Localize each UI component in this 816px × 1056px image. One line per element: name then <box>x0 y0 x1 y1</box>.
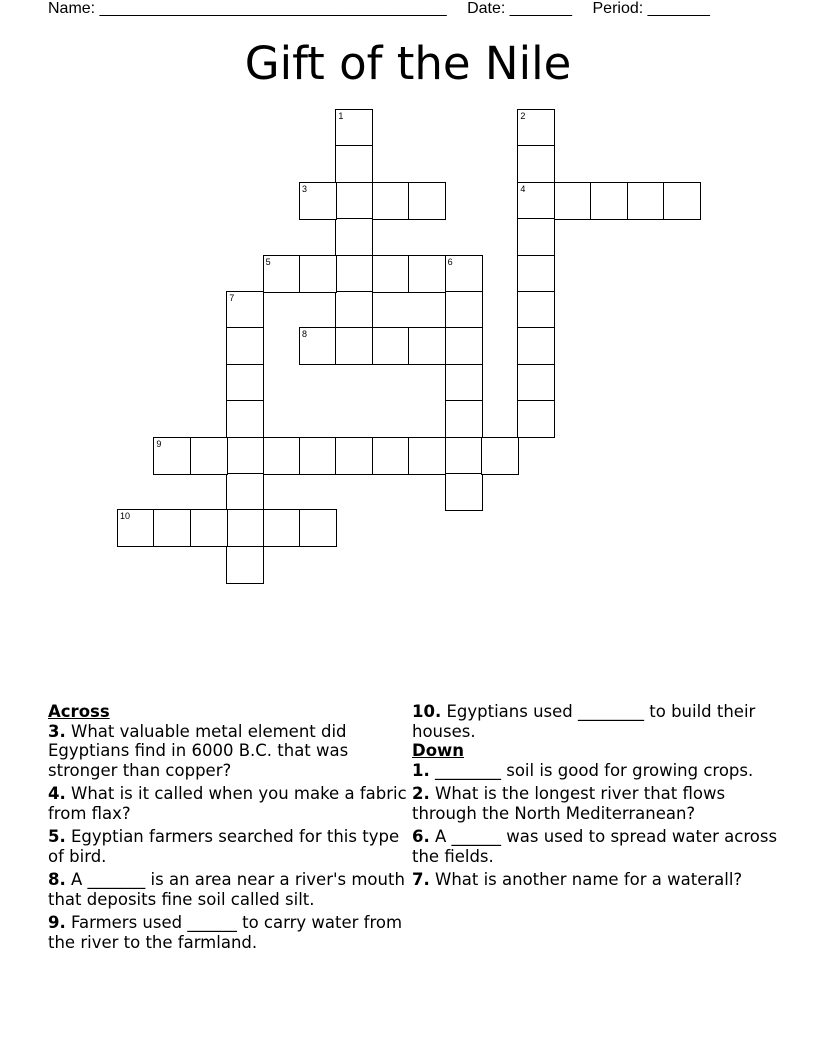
grid-cell[interactable] <box>518 183 554 219</box>
clue-number: 1 <box>338 111 344 121</box>
grid-cell[interactable] <box>409 438 445 474</box>
clue-across-3: 3. What valuable metal element did Egyptians find in 6000 B.C. that was stronger than copper? <box>48 721 349 780</box>
puzzle-title: Gift of the Nile <box>244 37 572 90</box>
grid-cell[interactable] <box>446 256 482 292</box>
clue-number: 10 <box>120 511 131 522</box>
clue-number: 4 <box>520 183 526 194</box>
grid-cell[interactable] <box>518 401 554 437</box>
clue-number: 5 <box>265 256 271 267</box>
grid-cell[interactable] <box>227 401 263 437</box>
grid-cell[interactable] <box>336 146 372 182</box>
grid-cell[interactable] <box>373 183 409 219</box>
grid-cell[interactable] <box>300 328 336 364</box>
grid-cell[interactable] <box>300 438 336 474</box>
grid-cell[interactable] <box>336 219 372 255</box>
grid-cell[interactable] <box>336 256 372 292</box>
grid-cell[interactable] <box>191 510 227 546</box>
name-field-label: Name: _______________________________________ <box>48 0 447 17</box>
grid-cell[interactable] <box>336 292 372 328</box>
grid-cell[interactable] <box>227 474 263 510</box>
grid-cell[interactable] <box>518 146 554 182</box>
grid-cell[interactable] <box>518 110 554 146</box>
clue-across-4: 4. What is it called when you make a fabric from flax? <box>48 784 407 823</box>
grid-cell[interactable] <box>518 328 554 364</box>
clue-number: 3 <box>302 183 308 194</box>
grid-cell[interactable] <box>373 438 409 474</box>
grid-cell[interactable] <box>227 438 263 474</box>
grid-cell[interactable] <box>336 183 372 219</box>
grid-cell[interactable] <box>446 474 482 510</box>
grid-cell[interactable] <box>227 292 263 328</box>
grid-cell[interactable] <box>336 110 372 146</box>
clue-number: 8 <box>302 329 308 340</box>
grid-cell[interactable] <box>300 256 336 292</box>
clues-left-column <box>48 702 408 956</box>
grid-cell[interactable] <box>446 401 482 437</box>
grid-cell[interactable] <box>227 365 263 401</box>
clue-down-2: 2. What is the longest river that flows through the North Mediterranean? <box>412 784 726 823</box>
grid-cell[interactable] <box>336 328 372 364</box>
clue-across-8: 8. A _______ is an area near a river's mouth that deposits fine soil called silt. <box>48 870 405 909</box>
across-heading: Across <box>48 702 110 721</box>
clue-number: 9 <box>156 438 162 449</box>
grid-cell[interactable] <box>264 256 300 292</box>
grid-cell[interactable] <box>409 183 445 219</box>
grid-cell[interactable] <box>518 365 554 401</box>
grid-cell[interactable] <box>373 328 409 364</box>
grid-cell[interactable] <box>518 256 554 292</box>
clue-down-6: 6. A ______ was used to spread water across the fields. <box>412 827 778 866</box>
grid-cell[interactable] <box>664 183 700 219</box>
grid-cell[interactable] <box>518 292 554 328</box>
clue-number: 2 <box>520 111 526 121</box>
clue-number: 6 <box>447 256 453 267</box>
grid-cell[interactable] <box>628 183 664 219</box>
grid-cell[interactable] <box>154 510 190 546</box>
grid-cell[interactable] <box>446 365 482 401</box>
grid-cell[interactable] <box>336 438 372 474</box>
grid-cell[interactable] <box>227 510 263 546</box>
date-field-label: Date: _______ <box>467 0 573 17</box>
grid-cell[interactable] <box>518 219 554 255</box>
grid-cell[interactable] <box>409 256 445 292</box>
down-heading: Down <box>412 741 465 760</box>
clue-across-9: 9. Farmers used ______ to carry water from the river to the farmland. <box>48 913 403 952</box>
grid-cell[interactable] <box>446 292 482 328</box>
grid-cell[interactable] <box>227 547 263 583</box>
clues-right-column <box>412 702 782 894</box>
clue-across-10: 10. Egyptians used ________ to build their houses. <box>412 702 756 741</box>
grid-cell[interactable] <box>191 438 227 474</box>
grid-cell[interactable] <box>300 183 336 219</box>
grid-cell[interactable] <box>446 328 482 364</box>
grid-cell[interactable] <box>227 328 263 364</box>
clue-down-1: 1. ________ soil is good for growing crops. <box>412 760 754 780</box>
grid-cell[interactable] <box>446 438 482 474</box>
grid-cell[interactable] <box>264 510 300 546</box>
grid-cell[interactable] <box>300 510 336 546</box>
period-field-label: Period: _______ <box>592 0 710 17</box>
clue-across-5: 5. Egyptian farmers searched for this type of bird. <box>48 827 400 866</box>
grid-cell[interactable] <box>264 438 300 474</box>
clue-number: 7 <box>229 293 235 303</box>
grid-cell[interactable] <box>555 183 591 219</box>
grid-cell[interactable] <box>409 328 445 364</box>
clue-down-7: 7. What is another name for a waterall? <box>412 870 743 889</box>
grid-cell[interactable] <box>373 256 409 292</box>
grid-cell[interactable] <box>591 183 627 219</box>
grid-cell[interactable] <box>482 438 518 474</box>
grid-cell[interactable] <box>154 438 190 474</box>
grid-cell[interactable] <box>118 510 154 546</box>
